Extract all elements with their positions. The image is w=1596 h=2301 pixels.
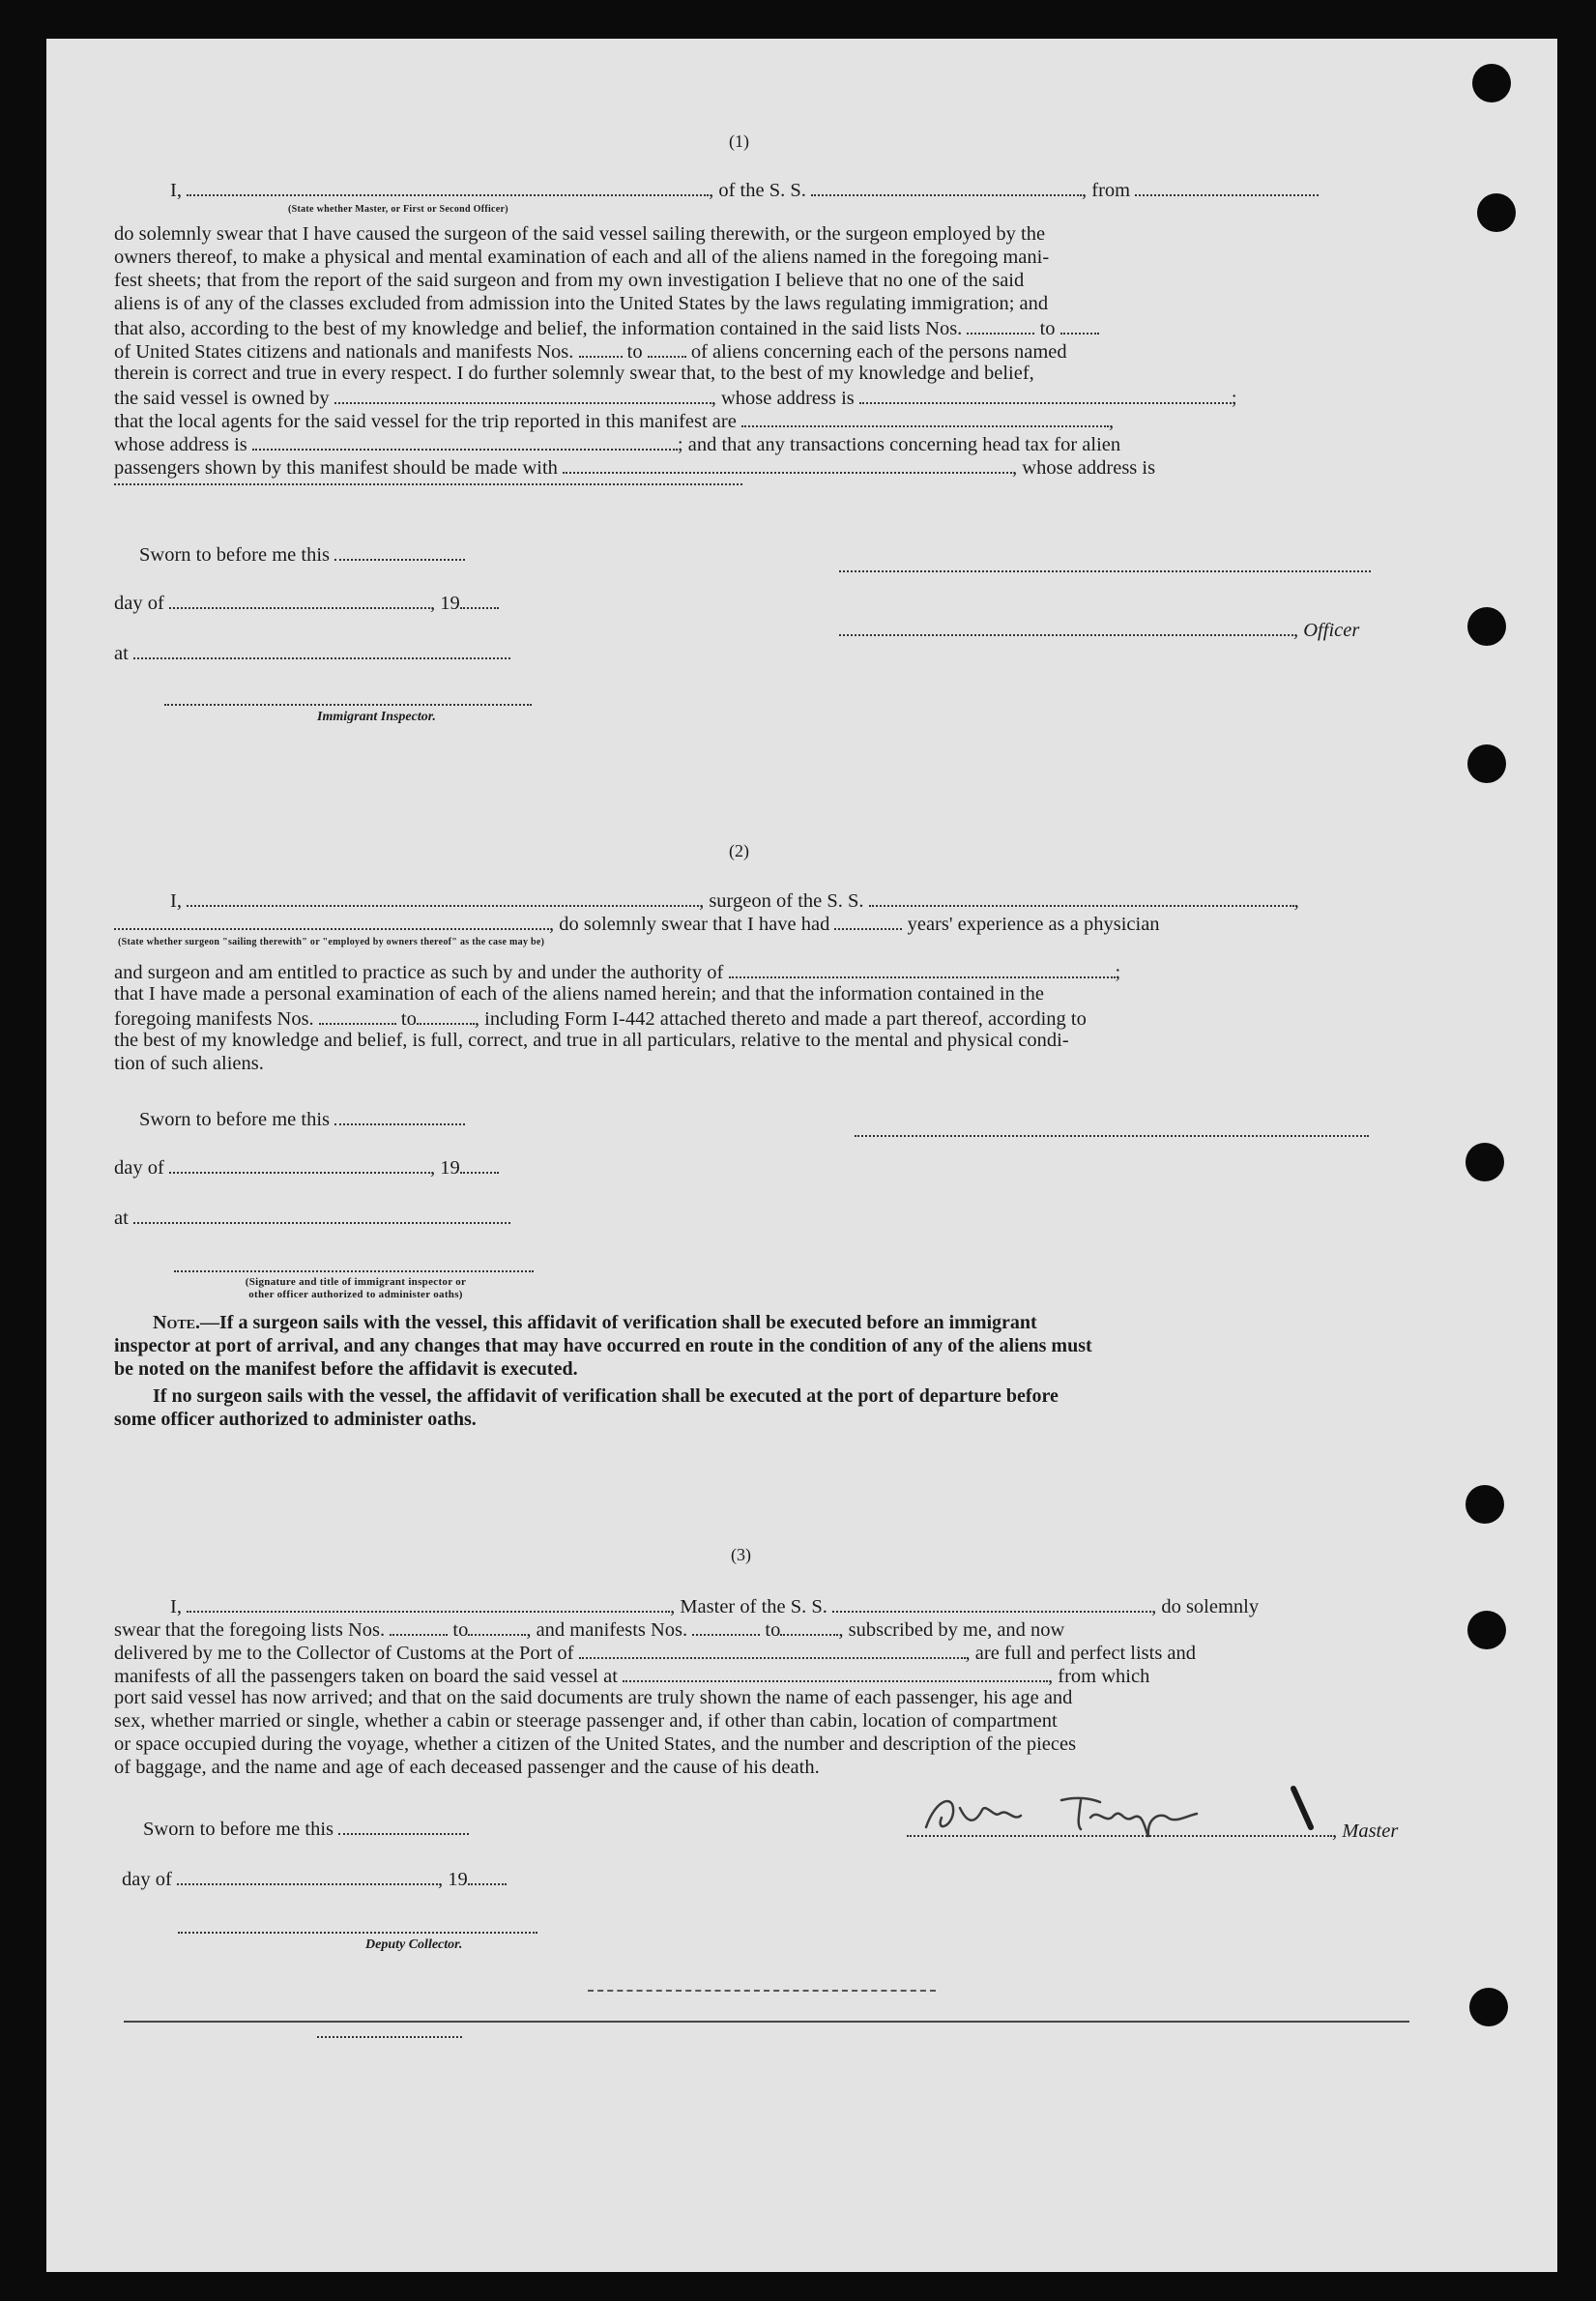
lists-nos-to-field[interactable] — [1060, 315, 1099, 335]
s2-sig-caption-1: (Signature and title of immigrant inspector or — [245, 1276, 467, 1288]
surgeon-name-field[interactable] — [187, 888, 699, 907]
master-name-field[interactable] — [187, 1593, 670, 1613]
s3-to-label-2: to — [765, 1619, 781, 1641]
s2-note-1: —If a surgeon sails with the vessel, this affidavit of verification shall be executed before an immigrant — [200, 1312, 1037, 1333]
s1-whose-address-2: , whose address is — [1012, 457, 1156, 479]
bottom-dashed-rule — [588, 1990, 936, 1992]
s2-day-field[interactable] — [169, 1154, 430, 1174]
s1-to-label: to — [1039, 318, 1056, 339]
s1-year-field[interactable] — [460, 590, 499, 609]
s3-para-3: manifests of all the passengers taken on board the said vessel at — [114, 1666, 618, 1687]
s2-line2 — [114, 911, 1160, 936]
s1-year-label: , 19 — [429, 593, 460, 614]
s2-para-1-line: and surgeon and am entitled to practice as such by and under the authority of ; — [114, 959, 1120, 984]
s1-para-9: that the local agents for the said vessel for the trip reported in this manifest are — [114, 411, 737, 432]
bottom-dotted-rule — [317, 2030, 462, 2038]
s2-inspector-signature-field[interactable] — [174, 1253, 534, 1272]
s3-day-field[interactable] — [177, 1866, 438, 1885]
s3-para-1: swear that the foregoing lists Nos. — [114, 1619, 386, 1641]
s3-lists-from-field[interactable] — [390, 1617, 448, 1636]
punch-hole — [1472, 64, 1511, 102]
s3-para-6: or space occupied during the voyage, whether a citizen of the United States, and the number and description of the pieces — [114, 1733, 1077, 1755]
section-1-number: (1) — [729, 131, 749, 151]
years-experience-field[interactable] — [834, 911, 902, 930]
s1-aliens-tail: of aliens concerning each of the persons named — [690, 341, 1067, 363]
s2-note-4: If no surgeon sails with the vessel, the affidavit of verification shall be executed at the port of departure before — [153, 1385, 1059, 1407]
s2-surgeon-signature-field[interactable] — [855, 1118, 1369, 1137]
s1-officer-caption: (State whether Master, or First or Second Officer) — [288, 204, 508, 215]
s1-para-10: whose address is — [114, 434, 247, 455]
s2-at-line — [114, 1205, 510, 1230]
s2-sworn-line — [139, 1106, 465, 1131]
s1-sworn-date-field[interactable] — [334, 541, 465, 561]
s1-line1 — [170, 177, 1319, 202]
s2-year-label: , 19 — [429, 1157, 460, 1179]
s3-master-label-2: , Master — [1332, 1820, 1399, 1842]
s1-to-label-2: to — [626, 341, 643, 363]
s3-subscribed: , subscribed by me, and now — [838, 1619, 1065, 1641]
owner-address-field[interactable] — [859, 385, 1232, 404]
s3-para-1-line — [114, 1617, 1064, 1642]
s1-para-8-line: the said vessel is owned by , whose address is ; — [114, 385, 1237, 410]
s1-para-6: of United States citizens and nationals and manifests Nos. — [114, 341, 574, 363]
s3-i-label: I, — [170, 1596, 182, 1617]
s3-vessel-field[interactable] — [832, 1593, 1151, 1613]
s1-para-6-line — [114, 338, 1067, 364]
s2-note-3: be noted on the manifest before the affidavit is executed. — [114, 1358, 578, 1380]
vessel-name-field[interactable] — [811, 177, 1082, 196]
s3-manifests-from-field[interactable] — [692, 1617, 760, 1636]
s2-para-1: and surgeon and am entitled to practice as such by and under the authority of — [114, 962, 724, 983]
s1-para-2: owners thereof, to make a physical and mental examination of each and all of the aliens named in the foregoing mani- — [114, 247, 1050, 268]
s3-to-label: to — [452, 1619, 469, 1641]
s3-from-which: , from which — [1048, 1666, 1150, 1687]
s3-sworn-date-field[interactable] — [338, 1816, 469, 1835]
s1-officer-signature-field[interactable] — [839, 553, 1371, 572]
s3-para-5: sex, whether married or single, whether a cabin or steerage passenger and, if other than cabin, location of compartment — [114, 1710, 1058, 1732]
s1-sworn-line — [139, 541, 465, 567]
s3-deputy-caption: Deputy Collector. — [365, 1937, 463, 1952]
punch-hole — [1465, 1143, 1504, 1181]
s2-para-5: tion of such aliens. — [114, 1053, 264, 1074]
s1-officer-title-field[interactable] — [839, 617, 1293, 636]
from-port-field[interactable] — [1135, 177, 1319, 196]
s3-and-manifests: , and manifests Nos. — [526, 1619, 688, 1641]
s1-ss-label: , of the S. S. — [709, 180, 806, 201]
s3-swear-label: , do solemnly — [1151, 1596, 1260, 1617]
s1-inspector-caption: Immigrant Inspector. — [317, 710, 436, 724]
manifests-nos-to-field[interactable] — [648, 338, 686, 358]
officer-name-field[interactable] — [187, 177, 709, 196]
s1-at-label: at — [114, 643, 129, 664]
s3-day-line — [122, 1866, 507, 1891]
embark-port-field[interactable] — [623, 1663, 1048, 1682]
surgeon-capacity-field[interactable] — [114, 911, 549, 930]
lists-nos-from-field[interactable] — [967, 315, 1034, 335]
s2-sig-caption-2: other officer authorized to administer oaths) — [248, 1289, 463, 1300]
s1-whose-address: , whose address is — [711, 388, 855, 409]
section-2-number: (2) — [729, 841, 749, 860]
s2-to-label: to — [400, 1008, 417, 1030]
s1-officer-line — [839, 617, 1359, 642]
s3-line1 — [170, 1593, 1259, 1618]
s2-manifests-to-field[interactable] — [417, 1005, 475, 1025]
s2-at-field[interactable] — [133, 1205, 510, 1224]
s1-para-10-line — [114, 431, 1120, 456]
s2-note-2: inspector at port of arrival, and any changes that may have occurred en route in the condition of any of the aliens must — [114, 1335, 1092, 1356]
s2-note-5: some officer authorized to administer oaths. — [114, 1409, 477, 1430]
s3-para-2: delivered by me to the Collector of Customs at the Port of — [114, 1643, 574, 1664]
s2-vessel-field[interactable] — [869, 888, 1294, 907]
s1-day-field[interactable] — [169, 590, 430, 609]
s3-para-4: port said vessel has now arrived; and that on the said documents are truly shown the name of each passenger, his age and — [114, 1687, 1073, 1708]
s2-year-field[interactable] — [460, 1154, 499, 1174]
head-tax-address-field[interactable] — [114, 466, 742, 485]
s1-day-line — [114, 590, 499, 615]
s3-manifests-to-field[interactable] — [780, 1617, 838, 1636]
s2-surgeon-label: , surgeon of the S. S. — [699, 890, 864, 912]
s1-i-label: I, — [170, 180, 182, 201]
s2-para-3-line — [114, 1005, 1087, 1031]
s3-day-label: day of — [122, 1869, 172, 1890]
s2-years-label: years' experience as a physician — [907, 914, 1160, 935]
punch-hole — [1467, 744, 1506, 783]
s1-at-field[interactable] — [133, 640, 510, 659]
s1-from-label: , from — [1082, 180, 1131, 201]
s2-para-4: the best of my knowledge and belief, is full, correct, and true in all particulars, relative to the mental and physical condi- — [114, 1030, 1069, 1051]
s3-collector-signature-field[interactable] — [178, 1914, 537, 1934]
s2-note-label: Note. — [153, 1312, 201, 1333]
s3-lists-to-field[interactable] — [468, 1617, 526, 1636]
s3-year-label: , 19 — [437, 1869, 468, 1890]
s2-day-label: day of — [114, 1157, 164, 1179]
s2-swear-label: , do solemnly swear that I have had — [549, 914, 830, 935]
s3-sworn-label: Sworn to before me this — [143, 1819, 334, 1840]
s1-para-4: aliens is of any of the classes excluded from admission into the United States by the laws regulating immigration; and — [114, 293, 1049, 314]
s3-master-label: , Master of the S. S. — [670, 1596, 827, 1617]
punch-hole — [1465, 1485, 1504, 1524]
master-signature-field[interactable] — [907, 1818, 1332, 1837]
s3-full-perfect: , are full and perfect lists and — [965, 1643, 1197, 1664]
s2-para-3: foregoing manifests Nos. — [114, 1008, 314, 1030]
s3-year-field[interactable] — [468, 1866, 507, 1885]
s1-para-8: the said vessel is owned by — [114, 388, 330, 409]
s2-note-1-line — [153, 1311, 1037, 1334]
authority-field[interactable] — [729, 959, 1116, 978]
s2-i-label: I, — [170, 890, 182, 912]
manifests-nos-from-field[interactable] — [579, 338, 623, 358]
punch-hole — [1467, 1611, 1506, 1649]
s1-sworn-label: Sworn to before me this — [139, 544, 330, 566]
s1-day-label: day of — [114, 593, 164, 614]
s1-para-9-line: that the local agents for the said vessel for the trip reported in this manifest are , — [114, 408, 1114, 433]
s2-sworn-date-field[interactable] — [334, 1106, 465, 1125]
document-page — [46, 39, 1557, 2272]
punch-hole — [1477, 193, 1516, 232]
s2-including: , including Form I-442 attached thereto and made a part thereof, according to — [474, 1008, 1087, 1030]
punch-hole — [1467, 607, 1506, 646]
local-agents-field[interactable] — [741, 408, 1109, 427]
s2-capacity-caption: (State whether surgeon "sailing therewith" or "employed by owners thereof" as the case may be) — [118, 937, 545, 947]
s1-at-line — [114, 640, 510, 665]
s3-para-7: of baggage, and the name and age of each deceased passenger and the cause of his death. — [114, 1757, 820, 1778]
punch-hole — [1469, 1988, 1508, 2026]
s1-para-5-line — [114, 315, 1099, 340]
s2-at-label: at — [114, 1208, 129, 1229]
agents-address-field[interactable] — [252, 431, 678, 451]
s3-para-2-line — [114, 1640, 1196, 1665]
s1-para-5: that also, according to the best of my knowledge and belief, the information contained in the said lists Nos. — [114, 318, 963, 339]
s2-para-2: that I have made a personal examination of each of the aliens named herein; and that the information contained in the — [114, 983, 1044, 1005]
s2-manifests-from-field[interactable] — [319, 1005, 396, 1025]
s1-para-7: therein is correct and true in every respect. I do further solemnly swear that, to the best of my knowledge and belief, — [114, 363, 1034, 384]
s2-day-line — [114, 1154, 499, 1180]
port-field[interactable] — [579, 1640, 966, 1659]
s3-para-3-line — [114, 1663, 1149, 1688]
s1-officer-label: , Officer — [1293, 620, 1360, 641]
s2-sworn-label: Sworn to before me this — [139, 1109, 330, 1130]
s1-para-3: fest sheets; that from the report of the said surgeon and from my own investigation I believe that no one of the said — [114, 270, 1025, 291]
s3-sworn-line — [143, 1816, 469, 1841]
s1-inspector-signature-field[interactable] — [164, 686, 532, 706]
owner-field[interactable] — [334, 385, 711, 404]
s2-line1: I, , surgeon of the S. S. , — [170, 888, 1299, 913]
section-3-number: (3) — [731, 1545, 751, 1564]
s1-para-1: do solemnly swear that I have caused the surgeon of the said vessel sailing therewith, or the surgeon employed by the — [114, 223, 1046, 245]
s1-transactions: ; and that any transactions concerning head tax for alien — [677, 434, 1121, 455]
s3-master-line — [907, 1818, 1398, 1843]
s1-para-11: passengers shown by this manifest should be made with — [114, 457, 558, 479]
bottom-rule — [124, 2021, 1409, 2023]
